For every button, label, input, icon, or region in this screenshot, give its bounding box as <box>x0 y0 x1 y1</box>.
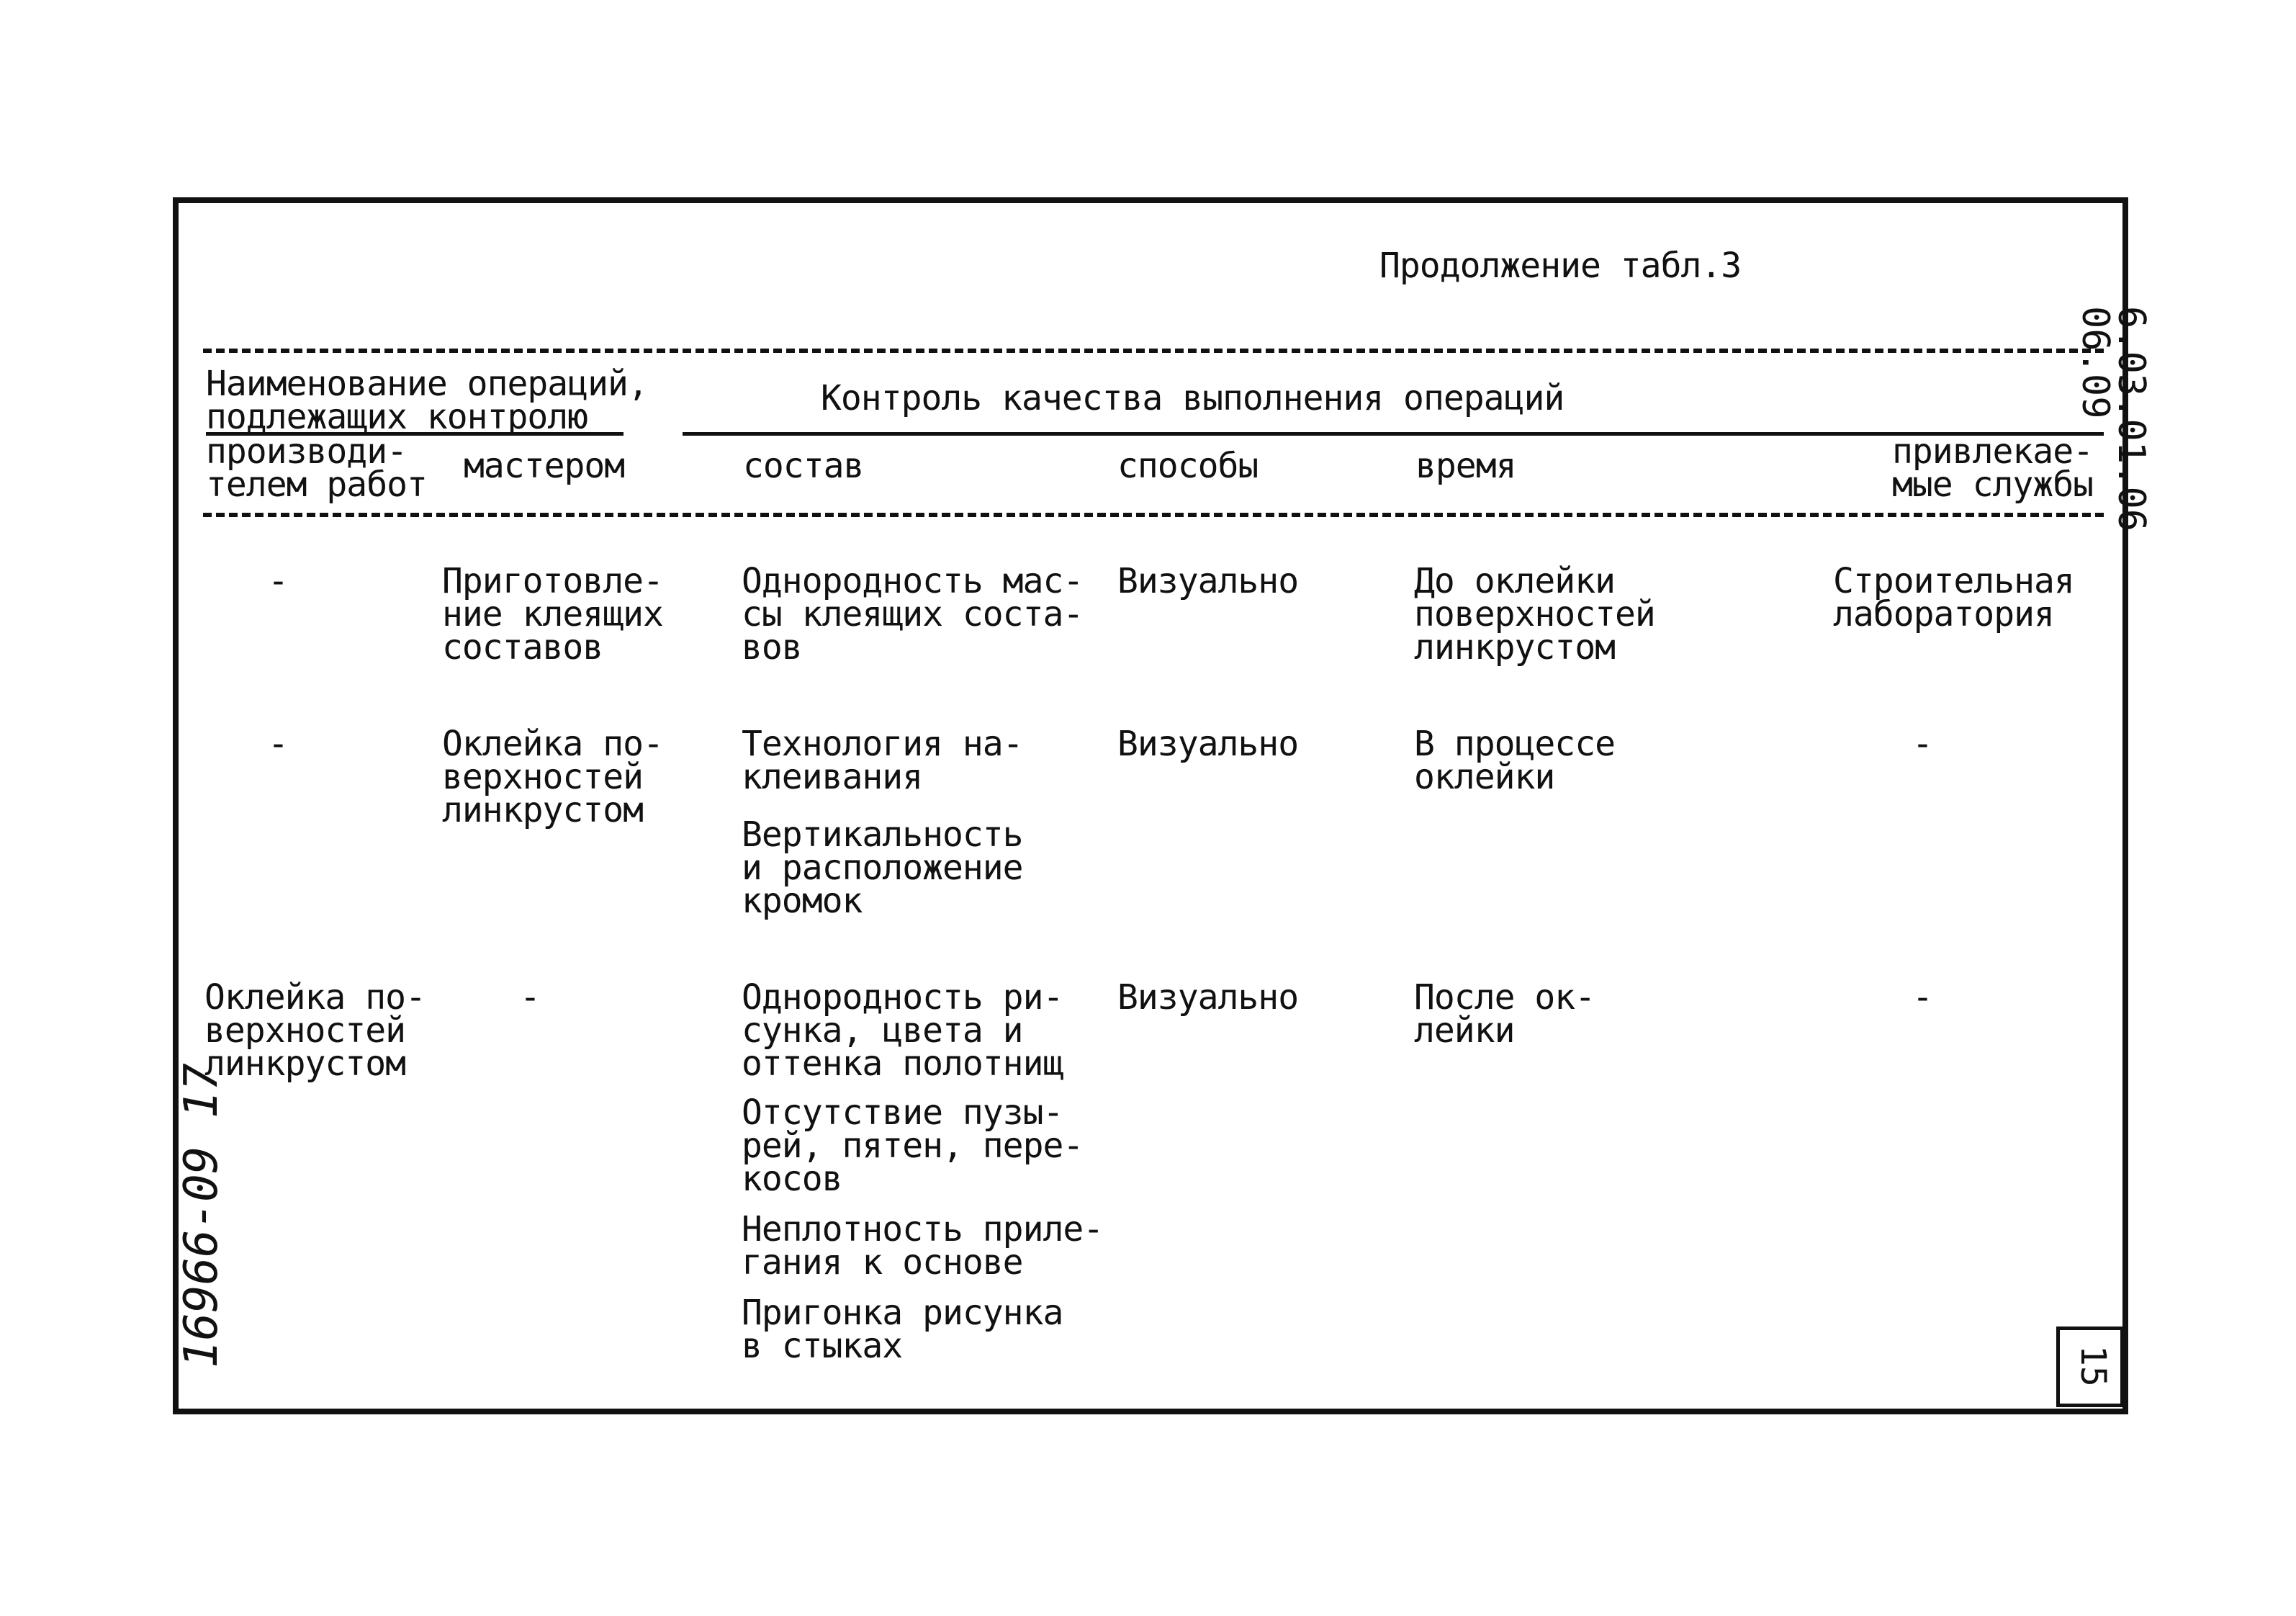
header-top-rule <box>203 349 2104 353</box>
row3-composition-3: Неплотность приле- гания к основе <box>742 1209 1104 1283</box>
row3-composition-2: Отсутствие пузы- рей, пятен, пере- косов <box>742 1092 1084 1199</box>
row3-services: - <box>1912 977 1932 1018</box>
header-bottom-rule <box>203 513 2104 517</box>
row2-services: - <box>1912 724 1932 764</box>
row3-composition-4: Пригонка рисунка в стыках <box>742 1293 1063 1366</box>
row3-methods: Визуально <box>1117 977 1299 1018</box>
row2-composition-1: Технология на- клеивания <box>742 724 1023 797</box>
row2-performer: - <box>268 724 288 764</box>
row1-methods: Визуально <box>1117 561 1299 601</box>
document-code: 6.03.01.06 06.09 <box>2074 306 2153 532</box>
group-header-operations: Наименование операций, подлежащих контролю <box>206 364 648 437</box>
row1-time: До оклейки поверхностей линкрустом <box>1414 561 1655 668</box>
row2-composition-2: Вертикальность и расположение кромок <box>742 814 1023 921</box>
row1-performer: - <box>268 561 288 601</box>
page-number: 15 <box>2073 1345 2113 1387</box>
col-header-master: мастером <box>464 446 625 486</box>
group-header-quality: Контроль качества выполнения операций <box>821 378 1565 418</box>
row1-master: Приготовле- ние клеящих составов <box>442 561 663 668</box>
row1-composition: Однородность мас- сы клеящих соста- вов <box>742 561 1084 668</box>
row2-master: Оклейка по- верхностей линкрустом <box>442 724 663 830</box>
continuation-label: Продолжение табл.3 <box>1379 246 1742 286</box>
row3-composition-1: Однородность ри- сунка, цвета и оттенка полотнищ <box>742 977 1063 1084</box>
col-header-composition: состав <box>743 446 864 486</box>
archive-code: 16966-09 17 <box>175 1063 228 1368</box>
row2-time: В процессе оклейки <box>1414 724 1615 797</box>
col-header-methods: способы <box>1117 446 1259 486</box>
row3-time: После ок- лейки <box>1414 977 1595 1051</box>
col-header-services: привлекае- мые службы <box>1892 431 2093 505</box>
row2-methods: Визуально <box>1117 724 1299 764</box>
group-quality-underline <box>683 432 2104 436</box>
col-header-time: время <box>1415 446 1516 486</box>
row1-services: Строительная лаборатория <box>1833 561 2074 634</box>
col-header-performer: производи- телем работ <box>206 431 427 505</box>
row3-master: - <box>520 977 540 1018</box>
row3-performer: Оклейка по- верхностей линкрустом <box>204 977 426 1084</box>
